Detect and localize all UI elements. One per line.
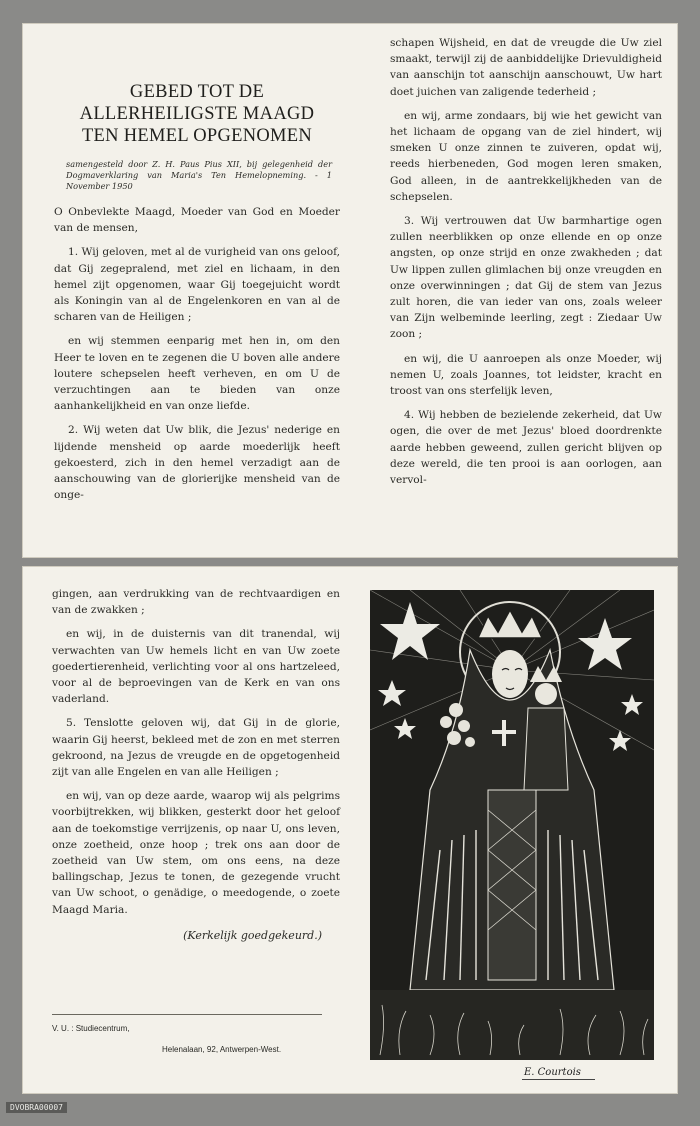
paragraph: en wij stemmen eenparig met hen in, om den Heer te loven en te zegenen die U boven alle andere loutere schepselen heeft verheven, en om U de verzuchtingen aan te bieden van onze aanhankelijkheid en van onze liefde.	[54, 335, 340, 413]
church-approval: (Kerkelijk goedgekeurd.)	[183, 928, 322, 942]
child-body	[524, 708, 568, 790]
robe-center-panel	[488, 790, 536, 980]
paragraph: 2. Wij weten dat Uw blik, die Jezus' nederige en lijdende mensheid op aarde moederlijk heeft gekoesterd, zich in den hemel verzadigt aan de aanschouwing van de glorierijke mensheid van de onge-	[54, 424, 340, 502]
archive-stamp: DVOBRA00007	[6, 1102, 67, 1113]
paragraph: en wij, die U aanroepen als onze Moeder, wij nemen U, zoals Joannes, tot leidster, kracht en troost van ons sterfelijk leven,	[390, 352, 662, 398]
paragraph: en wij, arme zondaars, bij wie het gewicht van het lichaam de opgang van de ziel hindert, wij smeken U onze zinnen te zuiveren, opdat wij, reeds hierbeneden, God mogen leren smaken, God alleen, in de aantrekkelijkheden van de schepselen.	[390, 109, 662, 203]
madonna-woodcut	[370, 590, 654, 1060]
prayer-title	[54, 81, 340, 147]
ground	[370, 990, 654, 1060]
publisher-address: Helenalaan, 92, Antwerpen-West.	[162, 1045, 282, 1054]
child-face	[535, 683, 557, 705]
paragraph: 4. Wij hebben de bezielende zekerheid, dat Uw ogen, die over de met Jezus' bloed doordrenkte aarde hebben geweend, zullen gericht blijven op deze wereld, die ten prooi is aan oorlogen, aan vervol-	[390, 409, 662, 487]
footer-divider	[52, 1014, 322, 1015]
paragraph: O Onbevlekte Maagd, Moeder van God en Moeder van de mensen,	[54, 206, 340, 235]
paragraph: schapen Wijsheid, en dat de vreugde die Uw ziel smaakt, terwijl zij de aanbiddelijke Drievuldigheid van aanschijn tot aanschijn aanschouwt, Uw hart doet juichen van zaligende tederheid ;	[390, 37, 662, 98]
bottom-left-column	[52, 586, 340, 944]
publisher-label: V. U. : Studiecentrum,	[52, 1024, 130, 1033]
top-right-column	[390, 35, 662, 496]
top-card	[22, 23, 678, 558]
title-line: TEN HEMEL OPGENOMEN	[81, 126, 313, 146]
paragraph: gingen, aan verdrukking van de rechtvaardigen en van de zwakken ;	[52, 588, 340, 617]
top-left-column	[54, 75, 340, 511]
prayer-subtitle: samengesteld door Z. H. Paus Pius XII, bij gelegenheid der Dogmaverklaring van Maria's Ten Hemelopneming. - 1 November 1950	[66, 159, 332, 191]
madonna-face	[492, 650, 528, 698]
bottom-card	[22, 566, 678, 1094]
paragraph: en wij, in de duisternis van dit tranendal, wij verwachten van Uw hemels licht en van Uw zoete goedertierenheid, verlichting voor al ons hartzeleed, voor al de beproevingen van de Kerk en van ons vaderland.	[52, 628, 340, 706]
title-line: GEBED TOT DE	[129, 82, 265, 102]
paragraph: 1. Wij geloven, met al de vurigheid van ons geloof, dat Gij zegepralend, met ziel en lichaam, in den hemel zijt opgenomen, waar Gij toegejuicht wordt als Koningin van al de Engelenkoren en van al de scharen van de Heiligen ;	[54, 246, 340, 324]
artist-signature: E. Courtois	[522, 1067, 595, 1080]
paragraph: en wij, van op deze aarde, waarop wij als pelgrims voorbijtrekken, wij blikken, gesterkt door het geloof aan de toekomstige verrijzenis, op naar U, ons leven, onze zoetheid, onze hoop ; trek ons aan door de zoetheid van Uw stem, om ons eens, na deze ballingschap, Jezus te tonen, de gezegende vrucht van Uw schoot, o genädige, o meedogende, o zoete Maagd Maria.	[52, 790, 340, 916]
paragraph: 5. Tenslotte geloven wij, dat Gij in de glorie, waarin Gij heerst, bekleed met de zon en met sterren gekroond, na Jezus de vreugde en de opgetogenheid zijt van alle Engelen en van alle Heiligen ;	[52, 717, 340, 779]
paragraph: 3. Wij vertrouwen dat Uw barmhartige ogen zullen neerblikken op onze ellende en op onze angsten, op onze strijd en onze zwakheden ; dat Uw lippen zullen glimlachen bij onze vreugden en onze overwinningen ; dat Gij de stem van Jezus zult horen, die van ieder van ons, zoals weleer van Zijn welbeminde leerling, zegt : Ziedaar Uw zoon ;	[390, 215, 662, 341]
title-line: ALLERHEILIGSTE MAAGD	[79, 104, 315, 124]
madonna-woodcut-illustration	[370, 590, 654, 1060]
